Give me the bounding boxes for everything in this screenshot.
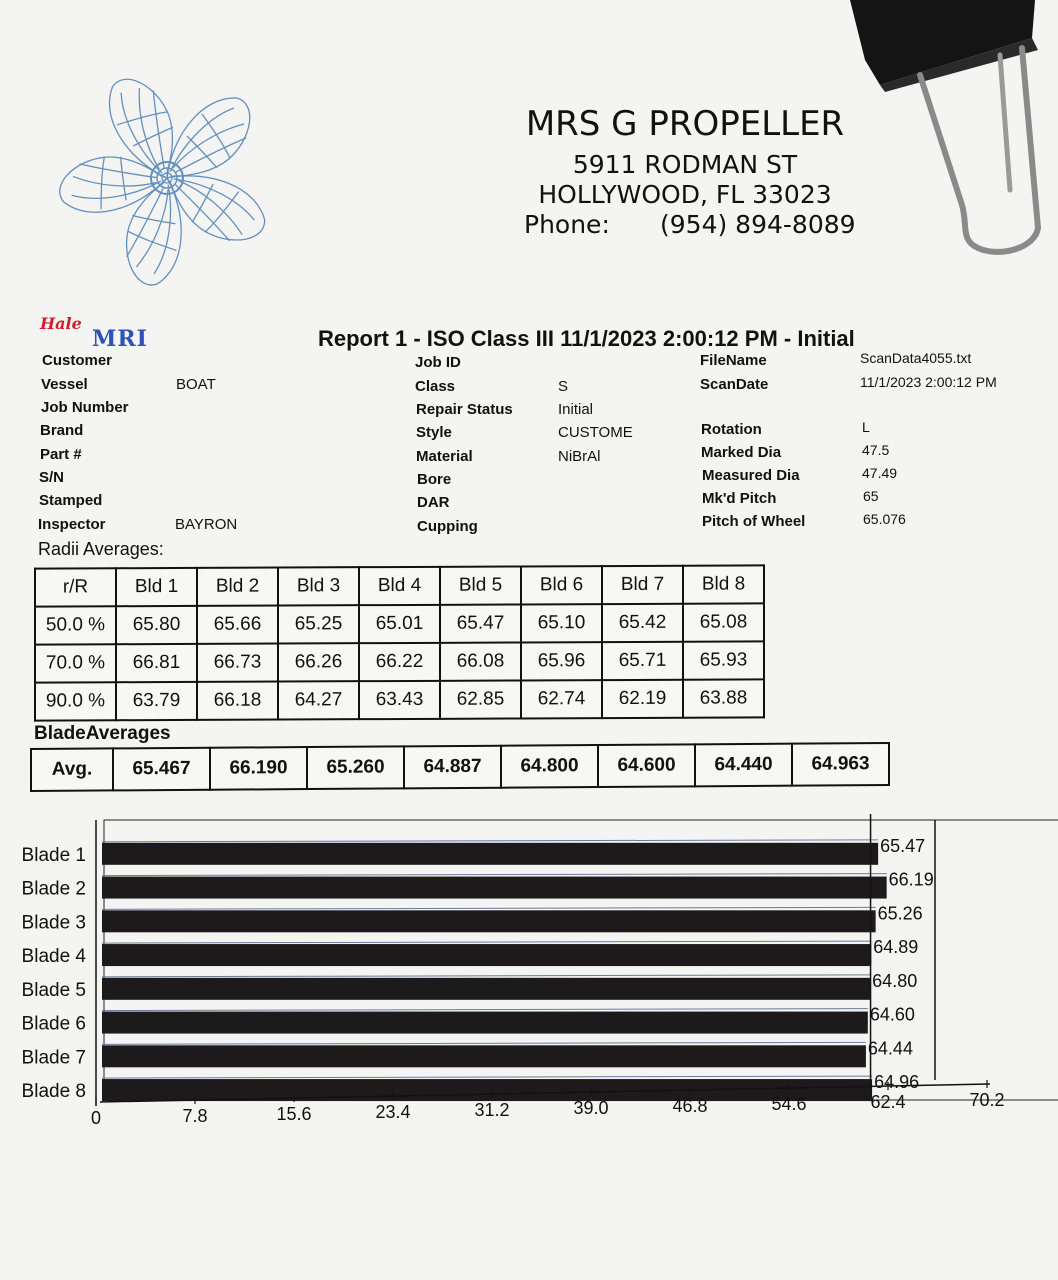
table-cell: Bld 5 <box>440 566 521 604</box>
table-cell: 65.01 <box>359 605 440 643</box>
phone-label: Phone: <box>524 210 610 239</box>
bar <box>102 944 871 966</box>
table-cell: 50.0 % <box>35 606 116 644</box>
table-cell: 63.79 <box>116 682 197 720</box>
bar <box>102 1045 866 1067</box>
value-label: 64.89 <box>873 937 919 958</box>
info-value-class: S <box>558 378 569 395</box>
bar <box>102 1012 868 1034</box>
info-label-vessel: Vessel <box>41 376 88 393</box>
x-tick-label: 62.4 <box>870 1092 906 1112</box>
blade-averages-title: BladeAverages <box>34 723 171 744</box>
info-value-style: CUSTOME <box>558 424 633 441</box>
blade-average-cell: 64.440 <box>695 744 792 787</box>
company-street: 5911 RODMAN ST <box>572 150 798 179</box>
table-cell: Bld 7 <box>602 566 683 604</box>
table-cell: 63.43 <box>359 681 440 719</box>
info-label-scandate: ScanDate <box>700 375 769 393</box>
table-header-row <box>35 565 764 606</box>
info-label-filename: FileName <box>700 352 767 369</box>
blade-average-cell: 64.887 <box>404 746 501 789</box>
table-cell: 66.08 <box>440 642 521 680</box>
category-label: Blade 6 <box>21 1013 86 1035</box>
value-label: 64.96 <box>874 1072 920 1093</box>
x-tick-label: 0 <box>90 1108 102 1128</box>
bar-highlight <box>102 1076 872 1078</box>
table-cell: Bld 1 <box>116 568 197 606</box>
info-value-filename: ScanData4055.txt <box>860 350 972 366</box>
value-label: 65.26 <box>877 903 923 924</box>
info-label-pitch-of-wheel: Pitch of Wheel <box>702 513 806 531</box>
x-tick-label: 23.4 <box>375 1102 411 1122</box>
info-value-pitch-of-wheel: 65.076 <box>863 511 906 528</box>
table-cell: 66.26 <box>278 643 359 681</box>
table-cell: 65.10 <box>521 604 602 642</box>
category-label: Blade 8 <box>21 1081 86 1103</box>
table-cell: 66.81 <box>116 644 197 682</box>
table-cell: 65.71 <box>602 642 683 680</box>
blade-average-cell: 64.600 <box>598 744 695 787</box>
info-value-vessel: BOAT <box>176 376 216 393</box>
table-cell: 63.88 <box>683 679 764 717</box>
table-cell: 65.80 <box>116 606 197 644</box>
bar-highlight <box>102 1042 866 1044</box>
category-label: Blade 5 <box>21 979 86 1001</box>
x-tick-label: 46.8 <box>672 1096 708 1116</box>
value-label: 64.80 <box>872 970 918 991</box>
info-label-inspector: Inspector <box>38 516 106 533</box>
info-label-cupping: Cupping <box>417 518 478 535</box>
binder-clip-icon <box>850 0 1058 262</box>
table-row <box>35 641 764 682</box>
category-label: Blade 7 <box>21 1047 86 1069</box>
propeller-logo-icon <box>52 76 282 291</box>
table-cell: 65.47 <box>440 604 521 642</box>
bar <box>102 1079 872 1101</box>
table-cell: 65.42 <box>602 604 683 642</box>
table-cell: Bld 6 <box>521 566 602 604</box>
table-cell: 62.85 <box>440 680 521 718</box>
category-label: Blade 1 <box>21 844 86 866</box>
bar-highlight <box>102 874 887 876</box>
avg-label-cell: Avg. <box>31 748 113 791</box>
bar-highlight <box>102 975 870 977</box>
bar-highlight <box>102 1009 868 1011</box>
info-label-rotation: Rotation <box>701 420 762 438</box>
table-cell: 64.27 <box>278 681 359 719</box>
blade-average-cell: 65.467 <box>113 748 210 791</box>
info-value-mk-d-pitch: 65 <box>863 487 879 504</box>
info-label-style: Style <box>416 424 452 441</box>
table-cell: Bld 2 <box>197 568 278 606</box>
category-label: Blade 4 <box>21 946 86 968</box>
x-tick-label: 7.8 <box>182 1106 208 1126</box>
blade-average-cell: 64.963 <box>792 743 889 786</box>
info-label-repair-status: Repair Status <box>416 401 513 418</box>
info-value-rotation: L <box>862 418 870 435</box>
info-label-part-: Part # <box>40 446 82 463</box>
info-value-inspector: BAYRON <box>175 516 238 533</box>
value-label: 66.19 <box>888 869 934 890</box>
bar <box>102 978 870 1000</box>
mri-logo-text: MRI <box>92 326 148 352</box>
blade-average-bar-chart <box>0 800 1058 1140</box>
bar <box>102 910 876 932</box>
info-value-marked-dia: 47.5 <box>862 442 890 459</box>
bar-highlight <box>102 941 871 943</box>
bar <box>102 843 878 865</box>
table-cell: 65.08 <box>683 603 764 641</box>
company-phone <box>524 210 856 239</box>
blade-average-cell: 65.260 <box>307 746 404 789</box>
info-label-mk-d-pitch: Mk'd Pitch <box>702 489 777 507</box>
company-city: HOLLYWOOD, FL 33023 <box>538 180 832 209</box>
info-label-class: Class <box>415 378 456 395</box>
x-tick-label: 70.2 <box>969 1090 1005 1110</box>
info-label-stamped: Stamped <box>39 492 103 509</box>
x-tick-label: 31.2 <box>474 1100 510 1120</box>
table-cell: 70.0 % <box>35 644 116 682</box>
x-tick-label: 15.6 <box>276 1104 312 1124</box>
info-label-bore: Bore <box>417 471 452 488</box>
info-label-job-number: Job Number <box>41 399 129 416</box>
radii-averages-caption: Radii Averages: <box>38 539 164 559</box>
x-tick-label: 54.6 <box>771 1094 807 1114</box>
table-cell: 65.93 <box>683 641 764 679</box>
category-label: Blade 3 <box>21 912 86 934</box>
hale-logo-text: Hale <box>40 314 82 333</box>
table-cell: 65.96 <box>521 642 602 680</box>
blade-averages-table <box>30 742 890 792</box>
blade-average-cell: 66.190 <box>210 747 307 790</box>
info-value-repair-status: Initial <box>558 401 594 418</box>
blade-average-cell: 64.800 <box>501 745 598 788</box>
table-cell: r/R <box>35 568 116 606</box>
info-label-measured-dia: Measured Dia <box>702 467 800 484</box>
info-label-customer: Customer <box>42 352 113 369</box>
table-cell: 65.66 <box>197 606 278 644</box>
bar-highlight <box>102 840 878 842</box>
table-row <box>35 679 764 720</box>
phone-number: (954) 894-8089 <box>660 210 856 239</box>
info-label-s-n: S/N <box>39 469 65 486</box>
table-cell: Bld 3 <box>278 567 359 605</box>
info-label-dar: DAR <box>417 494 450 511</box>
table-cell: 62.74 <box>521 680 602 718</box>
info-label-marked-dia: Marked Dia <box>701 444 782 462</box>
info-label-brand: Brand <box>40 422 84 439</box>
table-cell: 90.0 % <box>35 682 116 720</box>
table-cell: 62.19 <box>602 680 683 718</box>
value-label: 65.47 <box>880 835 926 856</box>
x-tick-label: 39.0 <box>573 1098 609 1118</box>
table-cell: 65.25 <box>278 605 359 643</box>
table-cell: Bld 4 <box>359 567 440 605</box>
info-value-scandate: 11/1/2023 2:00:12 PM <box>860 373 997 390</box>
table-cell: 66.22 <box>359 643 440 681</box>
bar-highlight <box>102 907 876 909</box>
company-name: MRS G PROPELLER <box>525 104 845 144</box>
bar <box>102 877 887 899</box>
table-row <box>35 603 764 644</box>
report-title: Report 1 - ISO Class III 11/1/2023 2:00:12 PM - Initial <box>318 326 855 351</box>
table-cell: 66.73 <box>197 644 278 682</box>
info-value-material: NiBrAl <box>558 448 601 465</box>
category-label: Blade 2 <box>21 878 86 900</box>
value-label: 64.44 <box>867 1038 913 1059</box>
table-cell: Bld 8 <box>683 565 764 603</box>
info-label-material: Material <box>416 448 473 465</box>
table-cell: 66.18 <box>197 682 278 720</box>
value-label: 64.60 <box>869 1004 915 1025</box>
info-label-job-id: Job ID <box>415 354 461 371</box>
radii-averages-table <box>34 564 765 721</box>
info-value-measured-dia: 47.49 <box>862 465 898 481</box>
